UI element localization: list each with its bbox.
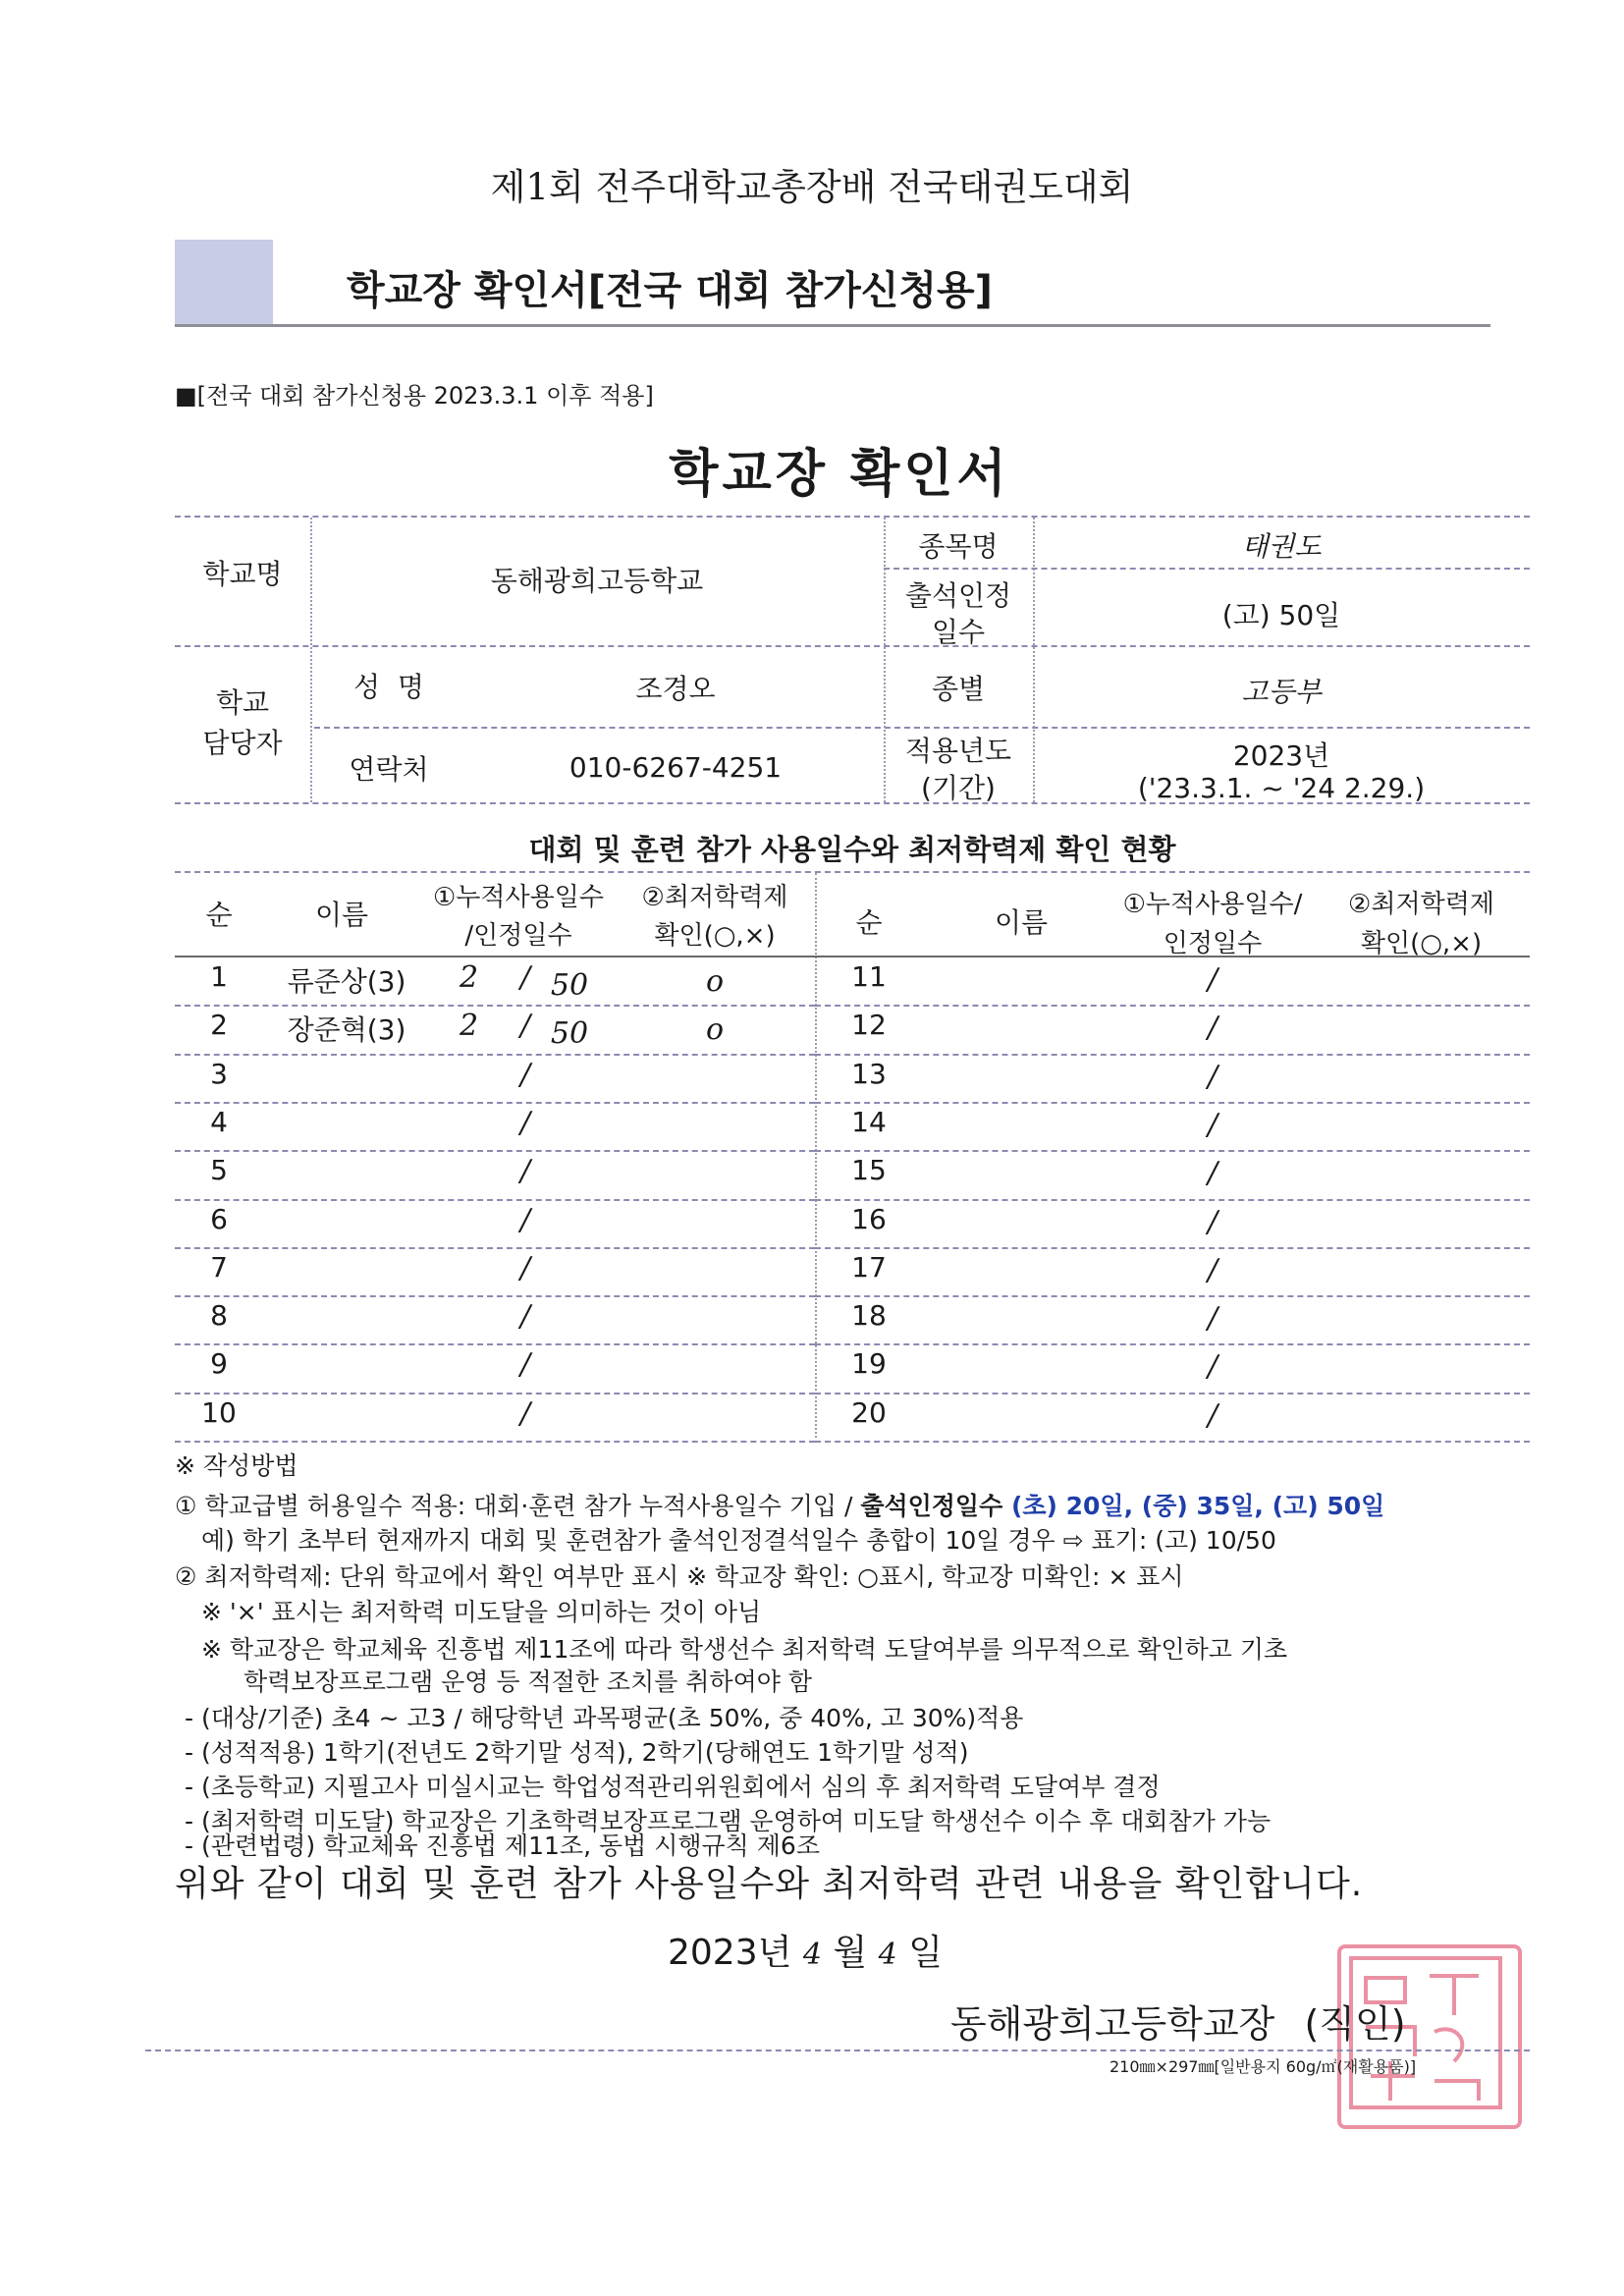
row-number: 12 <box>851 1009 887 1041</box>
used-days: 2 <box>459 960 479 995</box>
notes-heading: ※ 작성방법 <box>175 1451 298 1480</box>
allowed-days: 50 <box>550 968 589 1003</box>
row-number: 3 <box>210 1058 228 1090</box>
contact-value: 010-6267-4251 <box>568 751 783 784</box>
row-number: 4 <box>210 1106 228 1138</box>
header-r-days-2: 인정일수 <box>1163 929 1263 958</box>
row-divider <box>815 1343 1530 1345</box>
category-value: 고등부 <box>1241 676 1322 708</box>
year-label-2: (기간) <box>921 772 996 804</box>
note-4b: 학력보장프로그램 운영 등 적절한 조치를 취하여야 함 <box>244 1667 812 1696</box>
note-9: - (관련법령) 학교체육 진흥법 제11조, 동법 시행규칙 제6조 <box>185 1831 820 1860</box>
band-shade <box>175 240 273 324</box>
days-slash: / <box>1207 1398 1218 1433</box>
days-slash: / <box>1207 1060 1218 1094</box>
note-7: - (초등학교) 지필고사 미실시교는 학업성적관리위원회에서 심의 후 최저학력 도달여부 결정 <box>185 1773 1161 1801</box>
row-number: 2 <box>210 1009 228 1041</box>
header-r-check-1: ②최저학력제 <box>1348 890 1494 919</box>
row-divider <box>175 1441 815 1443</box>
row-divider <box>815 1150 1530 1152</box>
row-divider <box>175 1247 815 1249</box>
band-underline <box>175 324 1490 327</box>
row-number: 1 <box>210 960 228 993</box>
days-slash: / <box>1207 1205 1218 1239</box>
year-value-2: ('23.3.1. ~ '24 2.29.) <box>1137 772 1426 804</box>
min-academic-check: o <box>705 1012 725 1047</box>
row-number: 9 <box>210 1347 228 1380</box>
days-slash: / <box>1207 962 1218 997</box>
days-slash: / <box>519 1058 531 1092</box>
year-label-1: 적용년도 <box>904 735 1012 767</box>
note-1-limits: (초) 20일, (중) 35일, (고) 50일 <box>1002 1492 1385 1520</box>
min-academic-check: o <box>705 964 725 999</box>
note-1-emphasis: 출석인정일수 <box>860 1492 1003 1520</box>
row-number: 18 <box>851 1299 887 1332</box>
days-slash: / <box>519 1396 531 1431</box>
note-4a: ※ 학교장은 학교체육 진흥법 제11조에 따라 학생선수 최저학력 도달여부를 의무적으로 확인하고 기초 <box>201 1635 1288 1664</box>
row-divider <box>175 1393 815 1394</box>
row-divider <box>175 1005 815 1007</box>
manager-label-2: 담당자 <box>202 727 283 759</box>
days-slash: / <box>519 1347 531 1382</box>
header-check-2: 확인(○,×) <box>654 921 776 951</box>
row-number: 10 <box>201 1396 237 1429</box>
note-1 <box>175 1487 1384 1522</box>
row-divider <box>175 1199 815 1201</box>
header-r-name: 이름 <box>994 906 1049 939</box>
name-label: 성 명 <box>353 671 424 703</box>
divider <box>175 871 1530 873</box>
days-slash: / <box>519 1154 531 1188</box>
header-r-check-2: 확인(○,×) <box>1360 929 1483 958</box>
row-number: 6 <box>210 1203 228 1235</box>
days-slash: / <box>519 1106 531 1140</box>
row-divider <box>175 1295 815 1297</box>
divider <box>145 2050 1530 2051</box>
days-slash: / <box>519 1299 531 1334</box>
school-name: 동해광희고등학교 <box>490 565 704 597</box>
table-title: 대회 및 훈련 참가 사용일수와 최저학력제 확인 현황 <box>528 833 1176 866</box>
date-day: 4 <box>878 1938 897 1972</box>
title-band <box>175 240 1490 324</box>
days-slash: / <box>1207 1156 1218 1190</box>
date-year: 2023년 <box>668 1933 792 1973</box>
contact-label: 연락처 <box>349 753 429 786</box>
header-no: 순 <box>205 899 233 931</box>
school-label: 학교명 <box>202 558 283 590</box>
date-month-label: 월 <box>833 1933 868 1973</box>
header-days-1: ①누적사용일수 <box>432 883 604 912</box>
year-value-1: 2023년 <box>1232 739 1330 772</box>
header-check-1: ②최저학력제 <box>641 883 788 912</box>
row-number: 8 <box>210 1299 228 1332</box>
row-number: 19 <box>851 1347 887 1380</box>
event-title: 제1회 전주대학교총장배 전국태권도대회 <box>490 166 1134 208</box>
header-divider <box>175 956 1530 957</box>
application-note: ■[전국 대회 참가신청용 2023.3.1 이후 적용] <box>175 382 654 410</box>
athlete-name: 장준혁(3) <box>287 1013 406 1046</box>
row-number: 13 <box>851 1058 887 1090</box>
days-slash: / <box>1207 1011 1218 1045</box>
row-divider <box>815 1441 1530 1443</box>
signer <box>950 1994 1406 2048</box>
signer-name: 동해광희고등학교장 <box>950 2002 1275 2046</box>
row-divider <box>815 1054 1530 1056</box>
row-divider <box>815 1295 1530 1297</box>
row-divider <box>175 1150 815 1152</box>
row-divider <box>815 1102 1530 1104</box>
confirmation-statement: 위와 같이 대회 및 훈련 참가 사용일수와 최저학력 관련 내용을 확인합니다. <box>175 1864 1364 1904</box>
used-days: 2 <box>459 1009 479 1043</box>
category-label: 종별 <box>931 673 986 705</box>
divider <box>314 727 1530 729</box>
allowed-days: 50 <box>550 1016 589 1051</box>
row-number: 11 <box>851 960 887 993</box>
note-5: - (대상/기준) 초4 ~ 고3 / 해당학년 과목평균(초 50%, 중 40%, 고 30%)적용 <box>185 1704 1024 1732</box>
note-8: - (최저학력 미도달) 학교장은 기초학력보장프로그램 운영하여 미도달 학생선수 이수 후 대회참가 가능 <box>185 1807 1272 1835</box>
row-divider <box>815 1199 1530 1201</box>
band-title: 학교장 확인서[전국 대회 참가신청용] <box>347 268 993 313</box>
row-number: 15 <box>851 1154 887 1186</box>
document-title: 학교장 확인서 <box>669 445 1010 504</box>
days-slash: / <box>519 960 531 995</box>
attendance-value: (고) 50일 <box>1221 599 1341 631</box>
row-number: 5 <box>210 1154 228 1186</box>
divider <box>884 568 1530 570</box>
days-slash: / <box>1207 1301 1218 1336</box>
divider <box>175 645 1530 647</box>
manager-name: 조경오 <box>635 673 716 705</box>
row-divider <box>815 1393 1530 1394</box>
manager-label-1: 학교 <box>215 686 270 719</box>
attendance-label-1: 출석인정 <box>904 579 1012 612</box>
note-3: ※ '×' 표시는 최저학력 미도달을 의미하는 것이 아님 <box>201 1598 762 1626</box>
days-slash: / <box>1207 1108 1218 1142</box>
date-month: 4 <box>802 1938 822 1972</box>
days-slash: / <box>519 1203 531 1237</box>
header-days-2: /인정일수 <box>464 921 572 951</box>
date-day-label: 일 <box>908 1933 943 1973</box>
divider <box>175 516 1530 518</box>
days-slash: / <box>1207 1349 1218 1384</box>
days-slash: / <box>519 1251 531 1285</box>
note-1-text: ① 학교급별 허용일수 적용: 대회·훈련 참가 누적사용일수 기입 / <box>175 1492 861 1520</box>
row-divider <box>815 1005 1530 1007</box>
row-divider <box>815 1247 1530 1249</box>
event-label: 종목명 <box>918 530 999 563</box>
header-r-days-1: ①누적사용일수/ <box>1122 890 1303 919</box>
header-r-no: 순 <box>855 906 883 939</box>
row-divider <box>175 1102 815 1104</box>
athlete-name: 류준상(3) <box>287 965 406 998</box>
days-slash: / <box>1207 1253 1218 1287</box>
event-value: 태권도 <box>1241 530 1322 563</box>
row-number: 17 <box>851 1251 887 1284</box>
row-number: 7 <box>210 1251 228 1284</box>
signature-date <box>668 1925 943 1975</box>
row-number: 20 <box>851 1396 887 1429</box>
row-number: 16 <box>851 1203 887 1235</box>
attendance-label-2: 일수 <box>931 616 986 648</box>
paper-spec: 210㎜×297㎜[일반용지 60g/㎡(재활용품)] <box>1110 2057 1417 2076</box>
note-1-example: 예) 학기 초부터 현재까지 대회 및 훈련참가 출석인정결석일수 총합이 10일 경우 ⇨ 표기: (고) 10/50 <box>201 1526 1276 1555</box>
note-6: - (성적적용) 1학기(전년도 2학기말 성적), 2학기(당해연도 1학기말 성적) <box>185 1738 969 1767</box>
note-2: ② 최저학력제: 단위 학교에서 확인 여부만 표시 ※ 학교장 확인: ○표시, 학교장 미확인: × 표시 <box>175 1562 1184 1591</box>
seal-label: (직인) <box>1304 2002 1406 2046</box>
row-divider <box>175 1054 815 1056</box>
row-number: 14 <box>851 1106 887 1138</box>
row-divider <box>175 1343 815 1345</box>
days-slash: / <box>519 1009 531 1043</box>
header-name: 이름 <box>314 899 369 931</box>
